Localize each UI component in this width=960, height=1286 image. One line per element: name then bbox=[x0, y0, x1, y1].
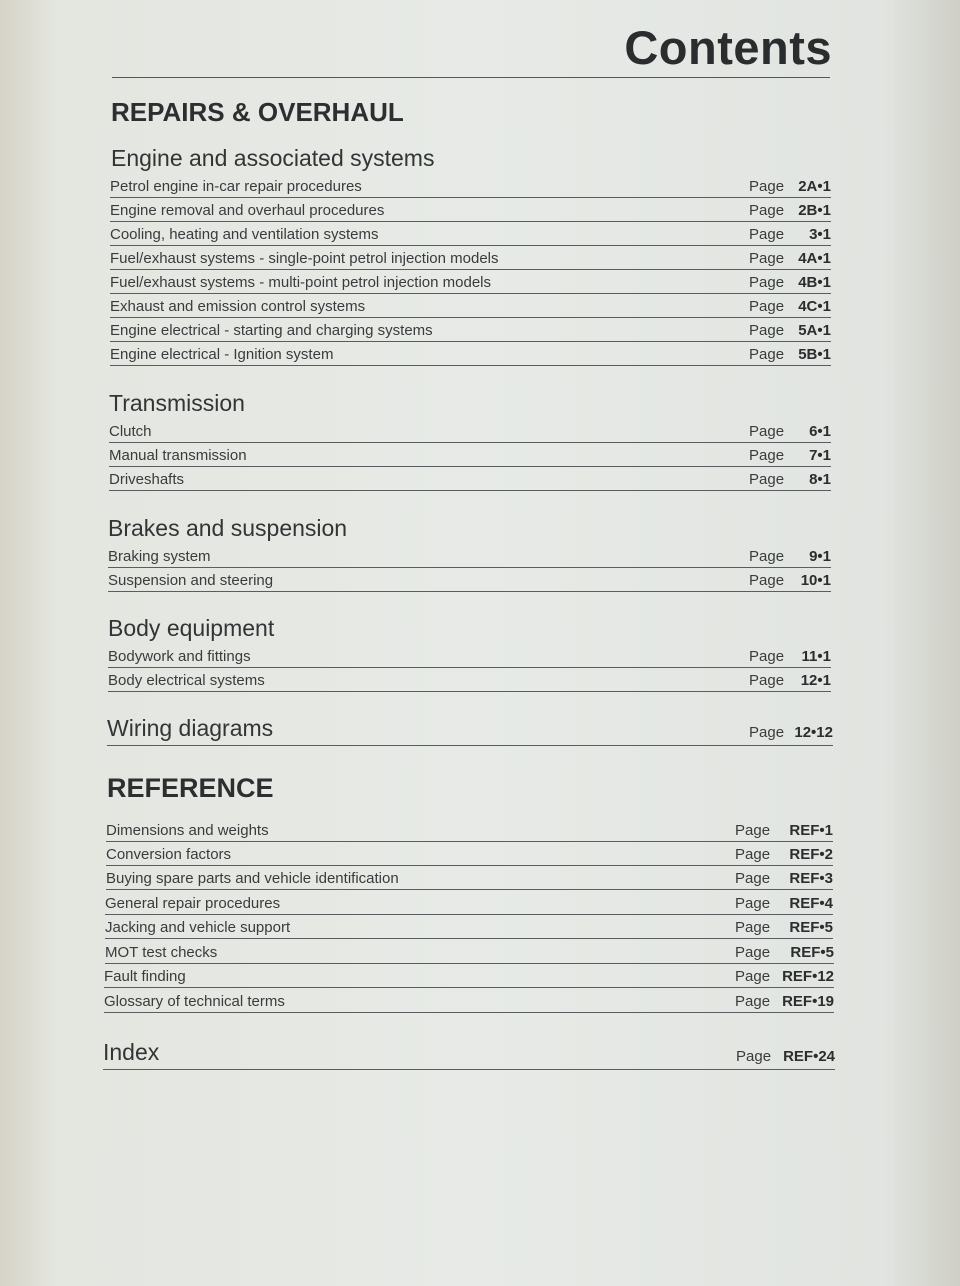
page-word: Page bbox=[735, 895, 771, 912]
entry-label: Braking system bbox=[108, 548, 211, 565]
page-number: REF•19 bbox=[782, 993, 834, 1010]
page-number: 5B•1 bbox=[798, 346, 831, 363]
page-word: Page bbox=[749, 648, 785, 665]
toc-entry[interactable] bbox=[104, 964, 834, 988]
page-number: REF•5 bbox=[790, 944, 834, 961]
page-number: 5A•1 bbox=[798, 322, 831, 339]
page-number: 7•1 bbox=[809, 447, 831, 464]
entry-label: Body electrical systems bbox=[108, 672, 265, 689]
toc-entry[interactable] bbox=[108, 568, 831, 592]
toc-entry[interactable] bbox=[110, 318, 831, 342]
entry-label: Suspension and steering bbox=[108, 572, 274, 589]
page-word: Page bbox=[735, 919, 771, 936]
toc-entry[interactable] bbox=[108, 644, 831, 668]
entry-label: Conversion factors bbox=[106, 846, 232, 863]
entry-label: Cooling, heating and ventilation systems bbox=[110, 226, 379, 243]
entry-label: Fuel/exhaust systems - multi-point petrol injection models bbox=[110, 274, 491, 291]
entry-label: Buying spare parts and vehicle identification bbox=[106, 870, 399, 887]
page-number: 12•12 bbox=[794, 724, 833, 741]
transmission-section-title: Transmission bbox=[109, 390, 245, 416]
page-number: REF•3 bbox=[789, 870, 833, 887]
toc-entry[interactable] bbox=[110, 294, 831, 318]
toc-entry[interactable] bbox=[109, 467, 831, 491]
page-word: Page bbox=[749, 202, 785, 219]
page-number: 4B•1 bbox=[798, 274, 831, 291]
repairs-heading: REPAIRS & OVERHAUL bbox=[111, 97, 404, 127]
page-word: Page bbox=[749, 672, 785, 689]
entry-label: Bodywork and fittings bbox=[108, 648, 251, 665]
title-divider bbox=[112, 77, 830, 78]
page-number: 4A•1 bbox=[798, 250, 831, 267]
brakes-section-title: Brakes and suspension bbox=[108, 515, 348, 541]
page-word: Page bbox=[749, 226, 785, 243]
toc-entry[interactable] bbox=[108, 668, 831, 692]
page-word: Page bbox=[735, 993, 771, 1010]
page-number: 2A•1 bbox=[798, 178, 831, 195]
entry-label: Exhaust and emission control systems bbox=[110, 298, 366, 315]
toc-entry[interactable] bbox=[105, 940, 834, 964]
page-number: 4C•1 bbox=[798, 298, 831, 315]
entry-label: Engine electrical - Ignition system bbox=[110, 346, 334, 363]
toc-entry[interactable] bbox=[110, 222, 831, 246]
page-number: REF•1 bbox=[789, 822, 833, 839]
page-number: 9•1 bbox=[809, 548, 831, 565]
page-number: REF•24 bbox=[783, 1048, 835, 1065]
page-word: Page bbox=[749, 346, 785, 363]
toc-entry[interactable] bbox=[110, 246, 831, 270]
page-number: 8•1 bbox=[809, 471, 831, 488]
page-number: 6•1 bbox=[809, 423, 831, 440]
page-word: Page bbox=[749, 572, 785, 589]
toc-entry[interactable] bbox=[110, 342, 831, 366]
toc-entry[interactable] bbox=[104, 989, 834, 1013]
page-word: Page bbox=[735, 870, 771, 887]
entry-label: Engine removal and overhaul procedures bbox=[110, 202, 385, 219]
page-word: Page bbox=[735, 968, 771, 985]
page-word: Page bbox=[735, 846, 771, 863]
page-number: REF•4 bbox=[789, 895, 833, 912]
page-word: Page bbox=[749, 298, 785, 315]
entry-label: MOT test checks bbox=[105, 944, 218, 961]
entry-label: Engine electrical - starting and charging systems bbox=[110, 322, 433, 339]
body-section-title: Body equipment bbox=[108, 615, 275, 641]
page-word: Page bbox=[749, 322, 785, 339]
toc-entry[interactable] bbox=[105, 891, 833, 915]
toc-entry[interactable] bbox=[105, 915, 833, 939]
reference-heading: REFERENCE bbox=[107, 773, 274, 803]
entry-label: General repair procedures bbox=[105, 895, 281, 912]
page-number: 3•1 bbox=[809, 226, 831, 243]
page-word: Page bbox=[749, 178, 785, 195]
toc-entry[interactable] bbox=[110, 198, 831, 222]
toc-entry[interactable] bbox=[110, 270, 831, 294]
page-word: Page bbox=[749, 423, 785, 440]
page-word: Page bbox=[749, 548, 785, 565]
page-number: 10•1 bbox=[800, 572, 831, 589]
toc-entry[interactable] bbox=[110, 174, 831, 198]
page-word: Page bbox=[749, 250, 785, 267]
page-word: Page bbox=[735, 944, 771, 961]
page-title: Contents bbox=[624, 21, 832, 74]
entry-label: Driveshafts bbox=[109, 471, 185, 488]
page-number: REF•5 bbox=[789, 919, 833, 936]
entry-label: Clutch bbox=[109, 423, 152, 440]
wiring-section-title: Wiring diagrams bbox=[107, 715, 274, 741]
page-number: 12•1 bbox=[800, 672, 831, 689]
toc-entry[interactable] bbox=[106, 866, 833, 890]
toc-entry[interactable] bbox=[109, 419, 831, 443]
entry-label: Jacking and vehicle support bbox=[105, 919, 291, 936]
toc-entry[interactable] bbox=[108, 544, 831, 568]
page-number: REF•12 bbox=[782, 968, 834, 985]
page-word: Page bbox=[735, 822, 771, 839]
engine-section-title: Engine and associated systems bbox=[111, 145, 435, 171]
page-word: Page bbox=[749, 447, 785, 464]
index-title: Index bbox=[103, 1039, 160, 1065]
index-entry[interactable] bbox=[103, 1039, 835, 1070]
entry-label: Fault finding bbox=[104, 968, 186, 985]
entry-label: Dimensions and weights bbox=[106, 822, 269, 839]
toc-entry[interactable] bbox=[106, 842, 833, 866]
page-number: 11•1 bbox=[801, 648, 831, 665]
page-word: Page bbox=[736, 1048, 772, 1065]
page-number: REF•2 bbox=[789, 846, 833, 863]
page-word: Page bbox=[749, 724, 785, 741]
entry-label: Glossary of technical terms bbox=[104, 993, 285, 1010]
wiring-entry[interactable] bbox=[107, 715, 833, 746]
page-word: Page bbox=[749, 471, 785, 488]
page-number: 2B•1 bbox=[798, 202, 831, 219]
entry-label: Petrol engine in-car repair procedures bbox=[110, 178, 362, 195]
entry-label: Fuel/exhaust systems - single-point petrol injection models bbox=[110, 250, 499, 267]
toc-entry[interactable] bbox=[106, 818, 833, 842]
entry-label: Manual transmission bbox=[109, 447, 247, 464]
page-word: Page bbox=[749, 274, 785, 291]
toc-entry[interactable] bbox=[109, 443, 831, 467]
